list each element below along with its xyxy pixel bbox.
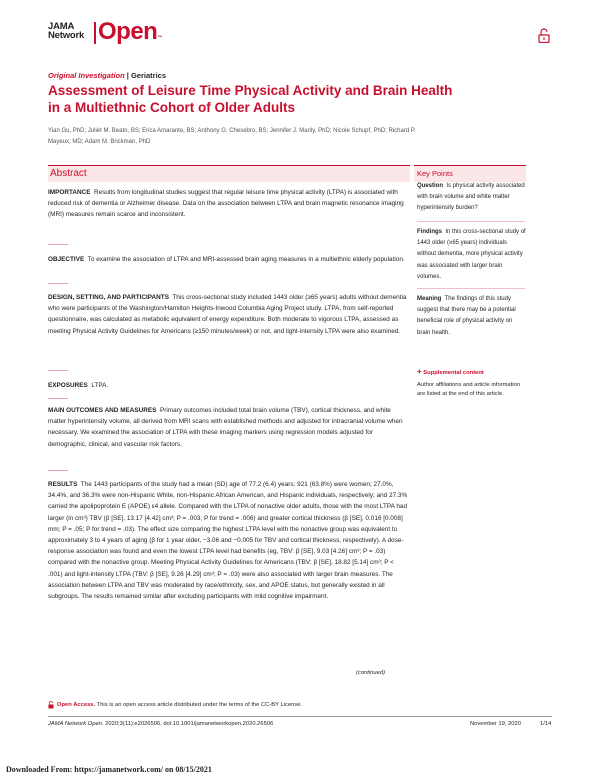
results-paragraph: [48, 479, 410, 602]
question-text: Is physical activity associated with brain volume and white matter hyperintensity burden?: [417, 183, 525, 212]
design-paragraph: [48, 292, 410, 337]
key-meaning: [417, 294, 527, 339]
logo-open-text: Open™: [98, 18, 162, 45]
license-text: This is an open access article distributed under the terms of the CC-BY License.: [96, 702, 303, 708]
meaning-label: Meaning: [417, 296, 442, 302]
footer-rule: [48, 716, 552, 717]
citation-text: 2020;3(11):e2026506. doi:10.1001/jamanetworkopen.2020.26506: [105, 721, 274, 727]
divider: [48, 244, 68, 245]
subsection-label: Geriatrics: [130, 71, 166, 80]
logo-divider: [94, 22, 96, 44]
design-text: This cross-sectional study included 1443 older (≥65 years) adults without dementia who were participants of the Washington/Hamilton Heights-Inwood Columbia Aging Project study. LTPA, from self-reported questionnaire, was calculated as metabolic equivalent of energy expenditure. Both moderate to vigorous LTPA, assessed as meeting Physical Activity Guidelines for Americans (≥150 minutes/week) or not, and light-intensity LTPA were also examined.: [48, 294, 407, 335]
continued-note: (continued): [356, 670, 386, 676]
footer-citation: [48, 721, 273, 727]
key-points-heading: Key Points: [414, 165, 526, 182]
article-section: Original Investigation | Geriatrics: [48, 71, 166, 80]
section-label: Original Investigation: [48, 71, 125, 80]
key-points-header: [414, 165, 526, 182]
author-affiliations-note: Author affiliations and article information are listed at the end of this article.: [417, 382, 521, 397]
article-title: Assessment of Leisure Time Physical Activity and Brain Health in a Multiethnic Cohort of Older Adults: [48, 83, 453, 115]
exposures-label: EXPOSURES: [48, 382, 88, 389]
open-access-label: Open Access.: [57, 702, 96, 708]
publication-date: November 19, 2020: [470, 721, 521, 727]
page-number: 1/14: [540, 721, 552, 727]
objective-paragraph: [48, 254, 410, 265]
question-label: Question: [417, 183, 444, 189]
plus-icon: +: [417, 367, 422, 376]
journal-name: JAMA Network Open.: [48, 721, 104, 727]
divider: [417, 221, 525, 222]
outcomes-paragraph: [48, 405, 410, 450]
supplemental-label: Supplemental content: [423, 370, 484, 376]
logo-jama-text: JAMA: [48, 21, 75, 32]
jama-network-logo: [48, 22, 84, 40]
results-text: The 1443 participants of the study had a mean (SD) age of 77.2 (6.4) years; 921 (63.8%) were women; 27.0%, 34.4%, and 36.3% were non-Hispanic White, non-Hispanic African American, and Hispanic individuals, respectively; and 27.3% carried the apolipoprotein E (APOE) ε4 allele. Compared with the LTPA of nonactive older adults, those with the most LTPA had larger (in cm³) TBV (β [SE], 13.17 [4.42] cm³; P = .003; P for trend = .006) and greater cortical thickness (β [SE], 0.016 [0.008] mm; P = .05; P for trend = .03). The effect size comparing the highest LTPA level with the nonactive group was equivalent to approximately 3 to 4 years of aging (β for 1 year older, −3.06 and −0.005 for TBV and cortical thickness, respectively). A dose-response association was found and even the lowest LTPA level had benefits (eg, TBV: β [SE], 9.03 [4.26] cm³; P = .03) compared with the nonactive group. Meeting Physical Activity Guidelines for Americans (TBV: β [SE], 18.82 [5.14] cm³; P < .001) and light-intensity LTPA (TBV: β [SE], 9.26 [4.29] cm³; P = .03) were also associated with larger brain measures. The association between LTPA and TBV was moderated by race/ethnicity, sex, and APOE status, but generally existed in all subgroups. The results remained similar after excluding participants with mild cognitive impairment.: [48, 481, 408, 601]
download-stamp: Downloaded From: https://jamanetwork.com/ on 08/15/2021: [6, 765, 212, 774]
logo-network-text: Network: [48, 30, 85, 41]
open-access-icon: [48, 701, 54, 709]
divider: [48, 470, 68, 471]
design-label: DESIGN, SETTING, AND PARTICIPANTS: [48, 294, 169, 301]
findings-text: In this cross-sectional study of 1443 older (≥65 years) individuals without dementia, more physical activity was associated with larger brain volumes.: [417, 229, 526, 280]
findings-label: Findings: [417, 229, 442, 235]
open-access-line: [57, 702, 302, 708]
abstract-header: [48, 165, 410, 182]
key-findings: [417, 227, 527, 283]
divider: [48, 370, 68, 371]
supplemental-content-link[interactable]: [417, 367, 484, 376]
key-question: [417, 181, 527, 215]
importance-paragraph: [48, 187, 410, 221]
unlock-icon: [538, 28, 550, 43]
author-list: Yian Gu, PhD; Juliet M. Beato, BS; Erica Amarante, BS; Anthony G. Chesebro, BS; Jennifer J. Manly, PhD; Nicole Schupf, PhD; Richard P. Mayeux, MD; Adam M. Brickman, PhD: [48, 128, 416, 145]
exposures-text: LTPA.: [91, 382, 109, 389]
objective-label: OBJECTIVE: [48, 256, 85, 263]
importance-label: IMPORTANCE: [48, 189, 91, 196]
importance-text: Results from longitudinal studies suggest that regular leisure time physical activity (LTPA) is associated with reduced risk of dementia or Alzheimer disease. Data on the association between LTPA and brain magnetic resonance imaging (MRI) measures remain scarce and inconsistent.: [48, 189, 404, 219]
outcomes-text: Primary outcomes included total brain volume (TBV), cortical thickness, and white matter hyperintensity volume, all derived from MRI scans with established methods and adjusted for intracranial volume when necessary. We examined the association of LTPA with these imaging markers using regression models adjusted for demographic, clinical, and vascular risk factors.: [48, 407, 403, 448]
divider: [48, 398, 68, 399]
divider: [417, 288, 525, 289]
meaning-text: The findings of this study suggest that there may be a potential beneficial role of physical activity on brain health.: [417, 296, 516, 336]
outcomes-label: MAIN OUTCOMES AND MEASURES: [48, 407, 157, 414]
results-label: RESULTS: [48, 481, 78, 488]
divider: [48, 283, 68, 284]
exposures-paragraph: [48, 380, 410, 391]
objective-text: To examine the association of LTPA and MRI-assessed brain aging measures in a multiethnic elderly population.: [87, 256, 405, 263]
abstract-heading: Abstract: [48, 165, 410, 182]
